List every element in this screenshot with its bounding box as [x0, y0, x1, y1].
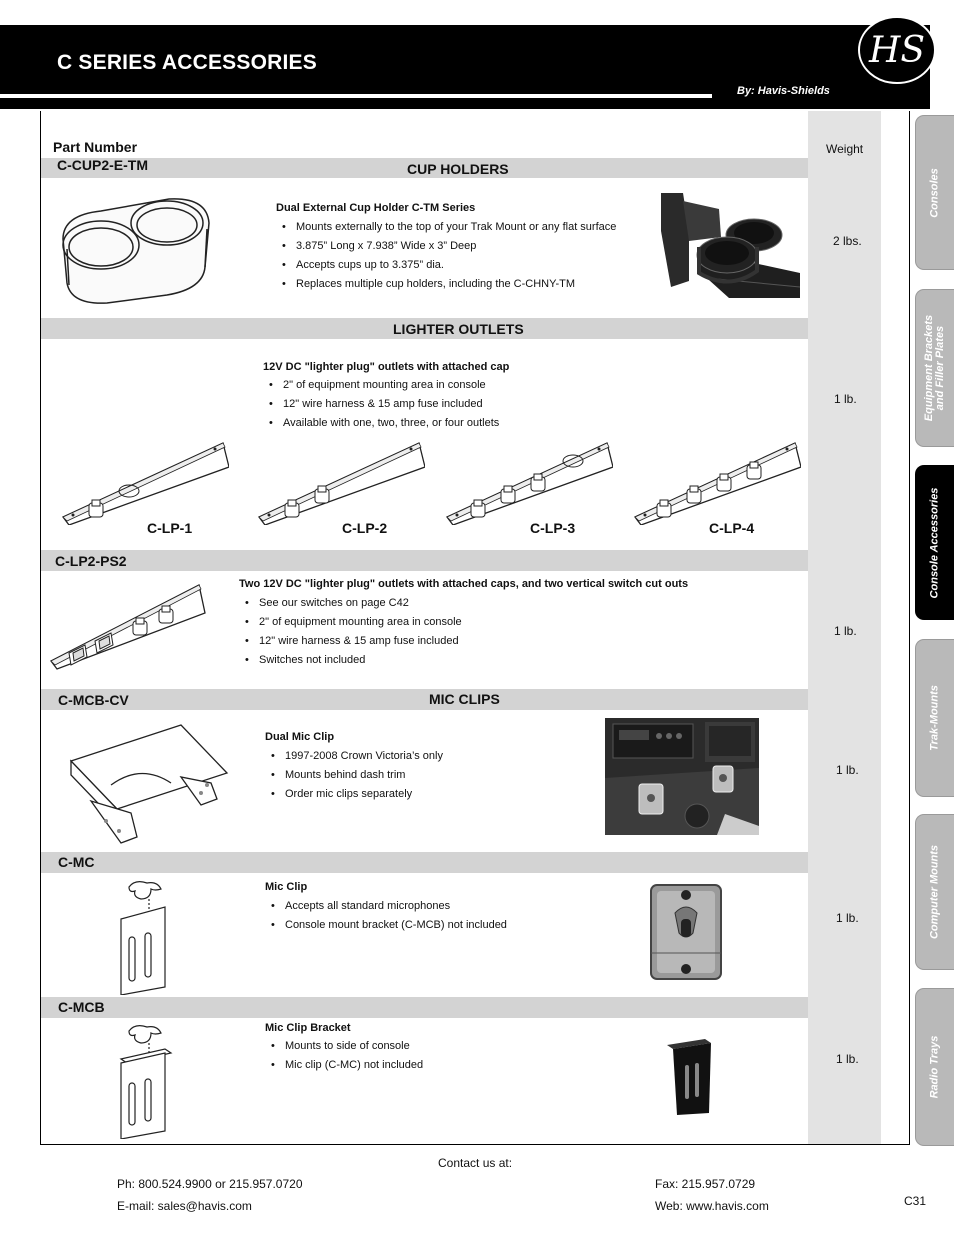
- lp2ps2-bullet: • 2" of equipment mounting area in console: [239, 613, 659, 632]
- cup-bullet: • 3.875” Long x 7.938” Wide x 3” Deep: [276, 237, 656, 256]
- mcbcv-bullet: • 1997-2008 Crown Victoria’s only: [265, 747, 605, 766]
- section-title-mic-clips: MIC CLIPS: [429, 691, 500, 707]
- mcbcv-bullets: [265, 747, 605, 804]
- part-number-lp2ps2: C-LP2-PS2: [55, 553, 127, 569]
- cup-desc-title: Dual External Cup Holder C-TM Series: [276, 202, 476, 214]
- footer-phone: Ph: 800.524.9900 or 215.957.0720: [117, 1177, 303, 1191]
- page-number: C31: [904, 1194, 927, 1208]
- tab-consoles[interactable]: [915, 115, 954, 270]
- footer-contact-label: Contact us at:: [438, 1156, 513, 1170]
- mcb-weight: 1 lb.: [836, 1052, 859, 1066]
- tab-label: Consoles: [928, 167, 941, 218]
- tab-label: [924, 315, 946, 421]
- lighter-bullet: • Available with one, two, three, or four outlets: [263, 414, 643, 433]
- tab-console-accessories[interactable]: [915, 465, 954, 620]
- section-title-cup-holders: CUP HOLDERS: [407, 161, 509, 177]
- header-rule: [0, 94, 712, 98]
- lp2ps2-bullet: • 12" wire harness & 15 amp fuse included: [239, 632, 659, 651]
- tab-label: Console Accessories: [928, 487, 941, 598]
- mc-bullets: [265, 897, 625, 935]
- model-label-lp3: C-LP-3: [530, 520, 576, 536]
- lighter-plate-1-drawing: [59, 439, 229, 525]
- crown-victoria-dash-photo: [605, 718, 759, 835]
- lighter-plate-2-drawing: [255, 439, 425, 525]
- by-line: By: Havis-Shields: [737, 85, 830, 97]
- logo-text: HS: [868, 30, 926, 71]
- lp2ps2-plate-drawing: [47, 579, 207, 675]
- model-label-lp1: C-LP-1: [147, 520, 193, 536]
- mcbcv-bullet: • Mounts behind dash trim: [265, 766, 605, 785]
- model-label-lp2: C-LP-2: [342, 520, 388, 536]
- tab-equipment-brackets[interactable]: [915, 289, 954, 447]
- part-number-cup2: C-CUP2-E-TM: [57, 157, 148, 173]
- lighter-bullets: [263, 376, 643, 433]
- product-table: [40, 111, 910, 1145]
- tab-radio-trays[interactable]: [915, 988, 954, 1146]
- lp2ps2-bullet: • See our switches on page C42: [239, 594, 659, 613]
- tab-label: Trak-Mounts: [928, 685, 941, 751]
- part-number-header: Part Number: [53, 139, 138, 155]
- tab-label: Computer Mounts: [928, 844, 941, 940]
- mic-clip-photo: [647, 883, 725, 981]
- part-number-mc: C-MC: [58, 854, 95, 870]
- mcbcv-desc-title: Dual Mic Clip: [265, 731, 335, 743]
- tab-computer-mounts[interactable]: [915, 814, 954, 970]
- mc-bullet: • Console mount bracket (C-MCB) not included: [265, 916, 625, 935]
- mc-band: [41, 852, 808, 873]
- mcb-bullet: • Mic clip (C-MC) not included: [265, 1056, 625, 1075]
- cup-holder-drawing: [57, 189, 217, 305]
- lighter-bullet: • 2" of equipment mounting area in console: [263, 376, 643, 395]
- mcbcv-bullet: • Order mic clips separately: [265, 785, 605, 804]
- mcb-desc-title: Mic Clip Bracket: [265, 1022, 351, 1034]
- mic-clip-bracket-photo: [665, 1037, 713, 1117]
- mcb-band: [41, 997, 808, 1018]
- tab-trak-mounts[interactable]: [915, 639, 954, 797]
- mc-desc-title: Mic Clip: [265, 881, 308, 893]
- lighter-bullet: • 12" wire harness & 15 amp fuse included: [263, 395, 643, 414]
- tab-label-line1: Equipment Brackets: [923, 314, 935, 422]
- cup-bullet: • Replaces multiple cup holders, including the C-CHNY-TM: [276, 275, 656, 294]
- lp2ps2-desc-title: Two 12V DC "lighter plug" outlets with attached caps, and two vertical switch cut outs: [239, 578, 689, 590]
- model-label-lp4: C-LP-4: [709, 520, 755, 536]
- section-title-lighter-outlets: LIGHTER OUTLETS: [393, 321, 524, 337]
- mcbcv-weight: 1 lb.: [836, 763, 859, 777]
- page-header: [0, 25, 930, 109]
- mcb-bullet: • Mounts to side of console: [265, 1037, 625, 1056]
- mic-clip-bracket-drawing: [115, 1021, 175, 1139]
- lp2ps2-weight: 1 lb.: [834, 624, 857, 638]
- mc-bullet: • Accepts all standard microphones: [265, 897, 625, 916]
- mcb-bullets: [265, 1037, 625, 1075]
- mic-clip-drawing: [115, 877, 175, 995]
- lighter-desc-title: 12V DC "lighter plug" outlets with attached cap: [263, 361, 510, 373]
- mic-clips-band: [41, 689, 808, 710]
- cup-weight: 2 lbs.: [833, 234, 862, 248]
- cup-bullets: [276, 218, 656, 294]
- footer-fax: Fax: 215.957.0729: [655, 1177, 756, 1191]
- lp2ps2-bullets: [239, 594, 659, 670]
- lp2ps2-bullet: • Switches not included: [239, 651, 659, 670]
- cup-holder-photo: [659, 191, 800, 298]
- tab-label: Radio Trays: [928, 1035, 941, 1099]
- part-number-mcb: C-MCB: [58, 999, 105, 1015]
- part-number-mcbcv: C-MCB-CV: [58, 692, 129, 708]
- cup-bullet: • Accepts cups up to 3.375” dia.: [276, 256, 656, 275]
- footer-email[interactable]: E-mail: sales@havis.com: [117, 1199, 252, 1213]
- mc-weight: 1 lb.: [836, 911, 859, 925]
- cup-bullet: • Mounts externally to the top of your Trak Mount or any flat surface: [276, 218, 656, 237]
- lighter-plate-4-drawing: [631, 439, 801, 525]
- footer-web[interactable]: Web: www.havis.com: [655, 1199, 769, 1213]
- lp2ps2-band: [41, 550, 808, 571]
- mic-clip-bracket-cv-drawing: [61, 723, 231, 845]
- tab-label-line2: and Filler Plates: [934, 325, 946, 411]
- weight-header: Weight: [826, 142, 864, 156]
- page-title: C SERIES ACCESSORIES: [57, 51, 317, 74]
- lighter-weight: 1 lb.: [834, 392, 857, 406]
- havis-shields-logo: [856, 14, 938, 86]
- lighter-plate-3-drawing: [443, 439, 613, 525]
